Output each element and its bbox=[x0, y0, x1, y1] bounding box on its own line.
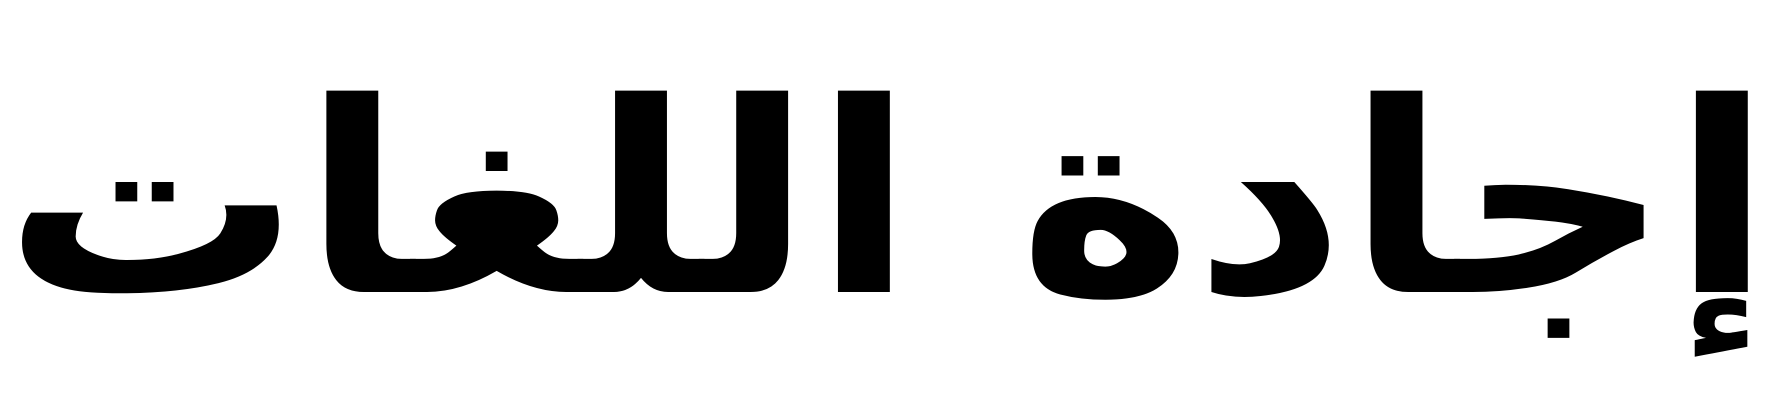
headline-text: إجادة اللغات bbox=[3, 47, 1773, 355]
